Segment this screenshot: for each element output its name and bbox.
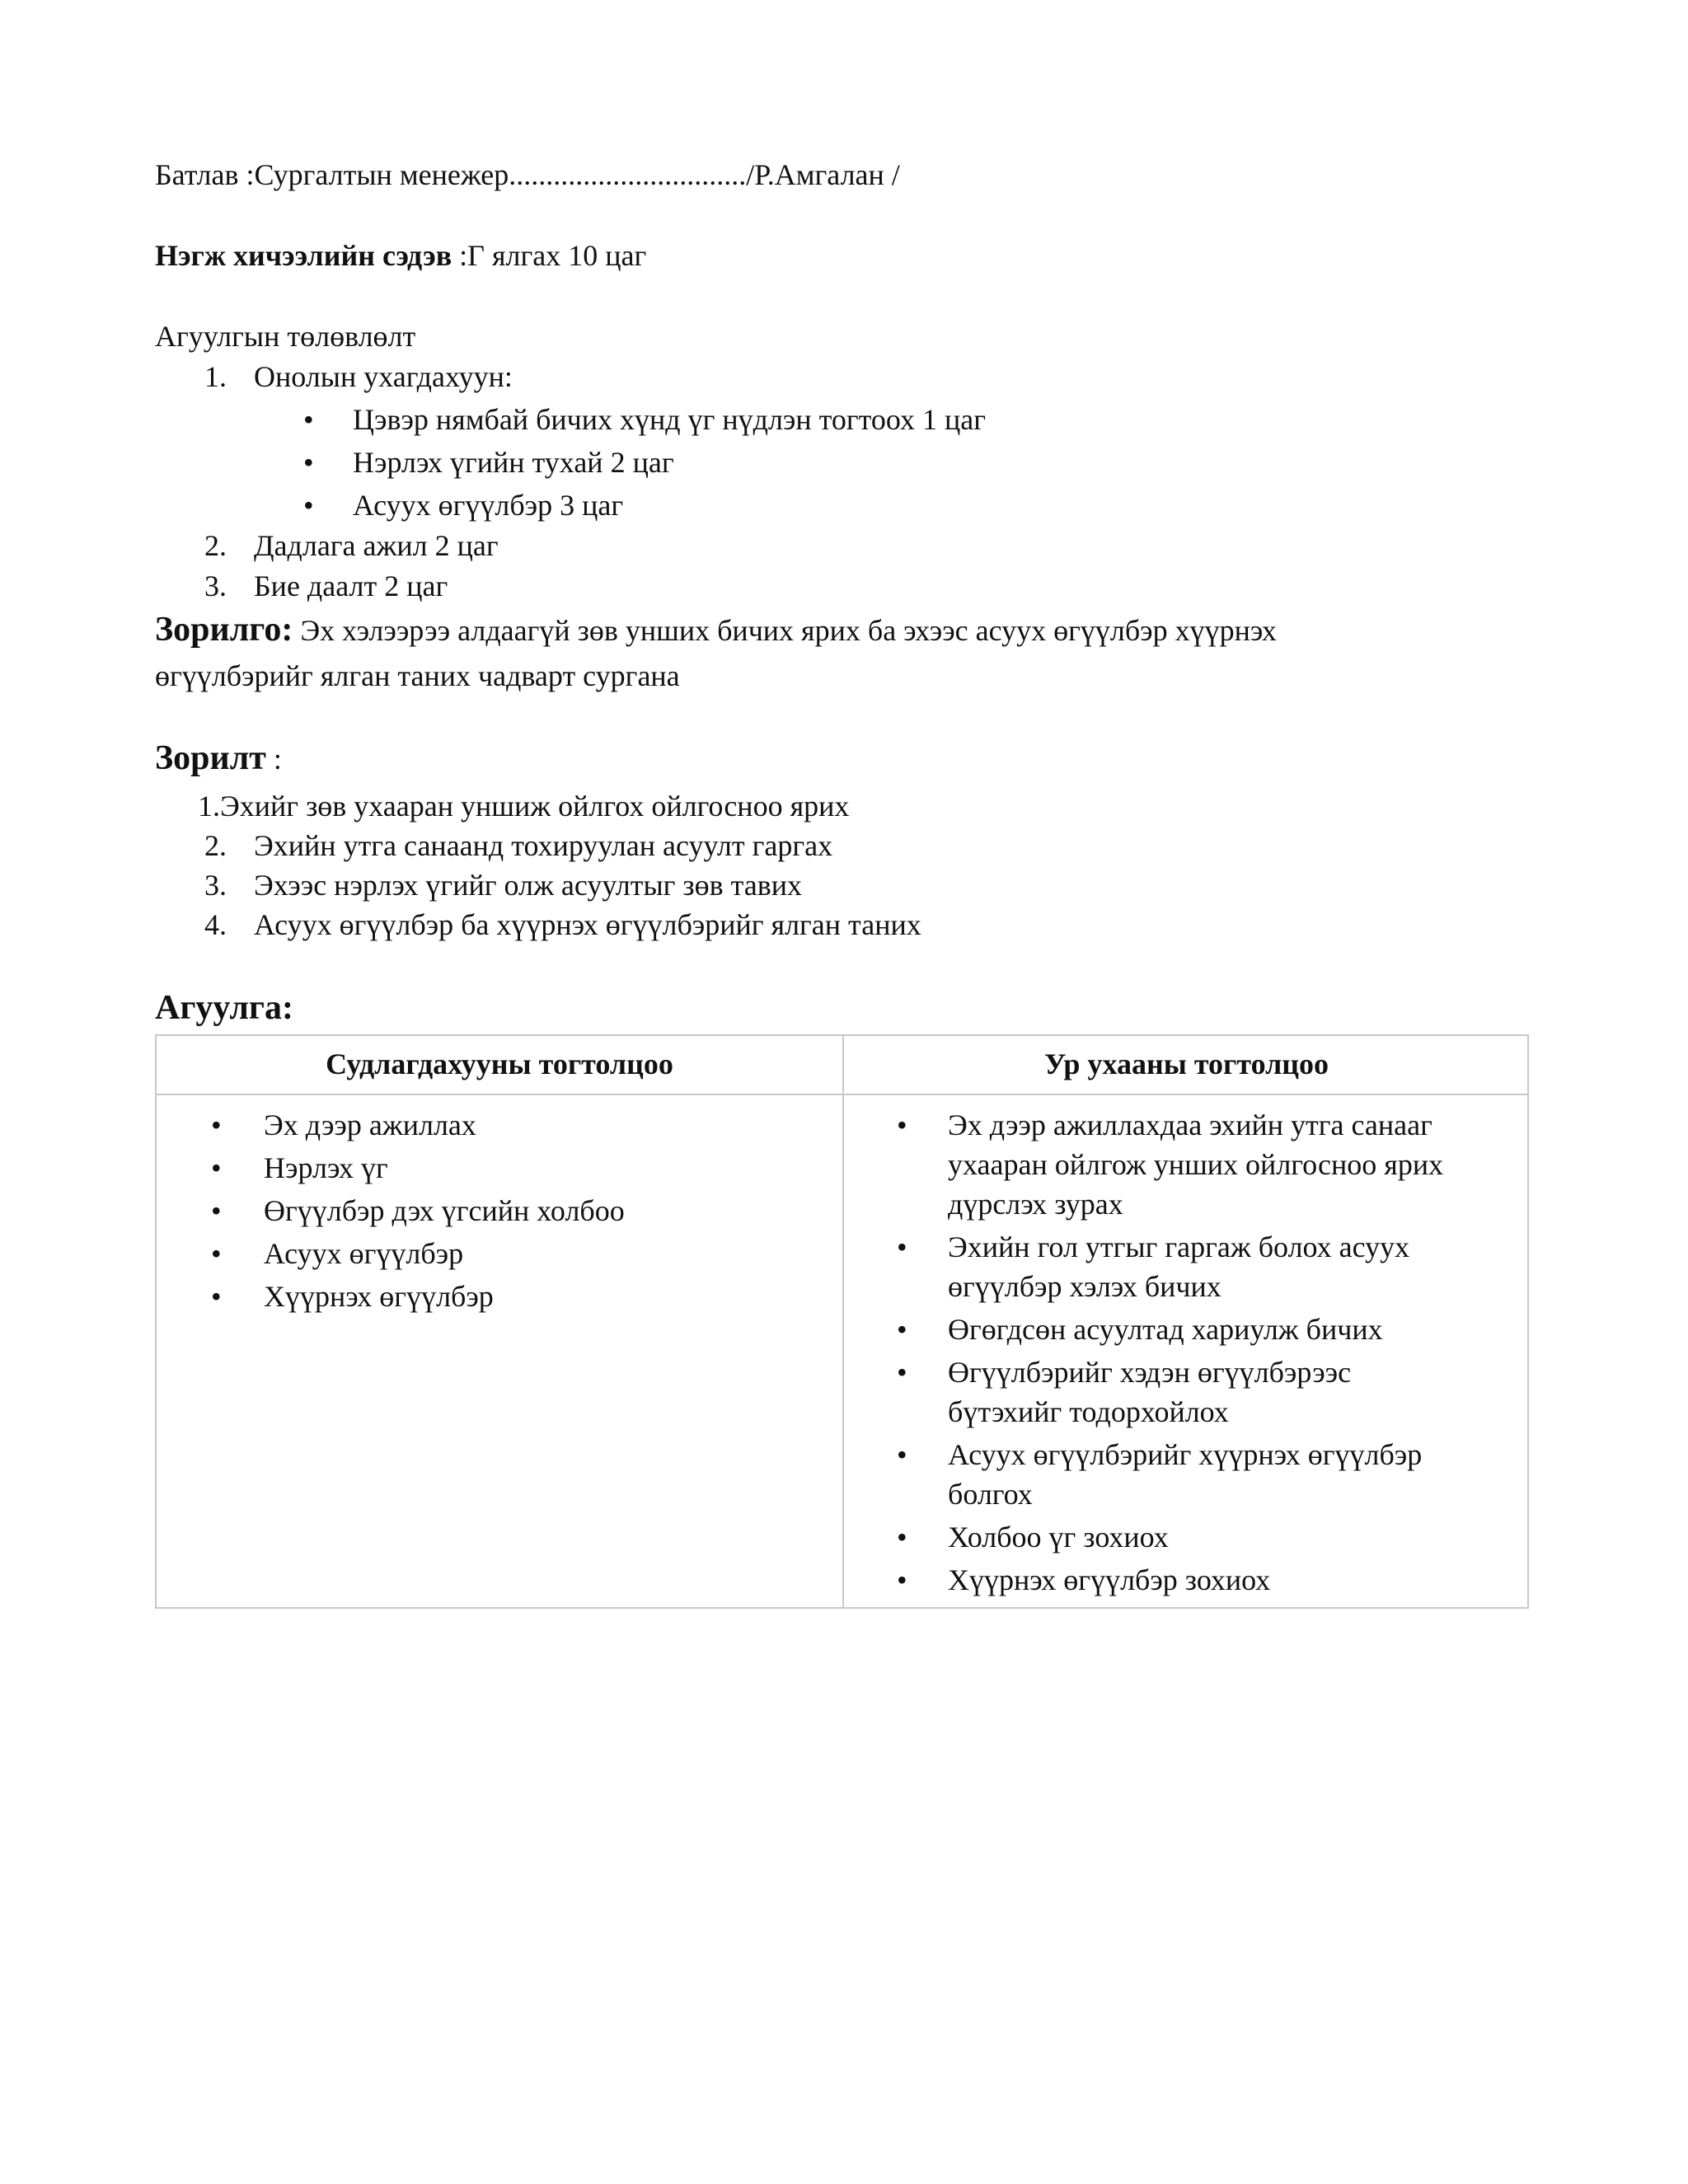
plan-item-number: 1. xyxy=(204,360,227,393)
plan-sub-item-1 xyxy=(303,401,986,438)
plan-item-text: Бие даалт 2 цаг xyxy=(254,569,448,602)
objective-item-3 xyxy=(204,867,802,903)
topic-label: Нэгж хичээлийн сэдэв xyxy=(155,239,452,272)
content-title: Агуулга: xyxy=(155,989,293,1027)
bullet-icon: • xyxy=(211,1237,222,1270)
plan-sub-item-3 xyxy=(303,487,623,523)
objective-number: 3. xyxy=(204,869,227,902)
bullet-icon: • xyxy=(303,489,314,522)
col2-item-line: Эх дээр ажиллахдаа эхийн утга санааг xyxy=(948,1108,1432,1141)
col2-item-line: Хүүрнэх өгүүлбэр зохиох xyxy=(948,1563,1271,1596)
content-table xyxy=(155,1034,1529,1609)
bullet-icon: • xyxy=(211,1194,222,1227)
col1-item: Нэрлэх үг xyxy=(264,1151,388,1184)
bullet-icon: • xyxy=(303,446,314,479)
bullet-icon: • xyxy=(897,1563,907,1596)
objective-text: Эхийн утга санаанд тохируулан асуулт гаргах xyxy=(254,829,833,862)
plan-sub-item-text: Цэвэр нямбай бичих хүнд үг нүдлэн тогтоох 1 цаг xyxy=(353,403,987,436)
col1-item: Эх дээр ажиллах xyxy=(264,1108,476,1141)
col1-item: Өгүүлбэр дэх үгсийн холбоо xyxy=(264,1194,625,1227)
plan-sub-item-text: Асуух өгүүлбэр 3 цаг xyxy=(353,489,624,522)
topic-value: :Г ялгах 10 цаг xyxy=(452,239,647,272)
objective-item-1: 1.Эхийг зөв ухааран уншиж ойлгох ойлгосноо ярих xyxy=(198,790,850,823)
table-header-divider xyxy=(157,1094,1527,1095)
plan-title: Агуулгын төлөвлөлт xyxy=(155,320,416,353)
col2-item-line: Асуух өгүүлбэрийг хүүрнэх өгүүлбэр xyxy=(948,1438,1423,1471)
plan-item-text: Онолын ухагдахуун: xyxy=(254,360,513,393)
goal-text-1: Эх хэлээрээ алдаагүй зөв унших бичих ярих ба эхээс асуух өгүүлбэр хүүрнэх xyxy=(293,614,1277,647)
objective-text: Асуух өгүүлбэр ба хүүрнэх өгүүлбэрийг ялган таних xyxy=(254,908,921,941)
bullet-icon: • xyxy=(897,1356,907,1389)
topic-line xyxy=(155,237,646,274)
plan-item-number: 3. xyxy=(204,569,227,602)
col2-item-line: болгох xyxy=(948,1478,1033,1511)
table-header-col1: Судлагдахууны тогтолцоо xyxy=(326,1047,673,1080)
objective-number: 2. xyxy=(204,829,227,862)
bullet-icon: • xyxy=(211,1151,222,1184)
col1-item: Хүүрнэх өгүүлбэр xyxy=(264,1280,494,1313)
col2-item-line: Өгүүлбэрийг хэдэн өгүүлбэрээс xyxy=(948,1356,1352,1389)
objectives-heading xyxy=(155,737,282,780)
col2-item-line: дүрслэх зурах xyxy=(948,1188,1123,1221)
col2-item-line: ухааран ойлгож унших ойлгосноо ярих xyxy=(948,1148,1444,1181)
objective-item-2 xyxy=(204,827,832,864)
goal-label: Зорилго: xyxy=(155,611,293,649)
bullet-icon: • xyxy=(897,1230,907,1263)
bullet-icon: • xyxy=(211,1108,222,1141)
approval-line: Батлав :Сургалтын менежер................................/Р.Амгалан / xyxy=(155,158,900,191)
bullet-icon: • xyxy=(211,1280,222,1313)
plan-item-2 xyxy=(204,527,499,564)
objective-item-4 xyxy=(204,907,921,943)
col2-item-line: Өгөгдсөн асуултад хариулж бичих xyxy=(948,1313,1383,1346)
plan-sub-item-text: Нэрлэх үгийн тухай 2 цаг xyxy=(353,446,674,479)
plan-item-number: 2. xyxy=(204,529,227,562)
bullet-icon: • xyxy=(897,1108,907,1141)
objectives-colon: : xyxy=(265,743,282,776)
col1-item: Асуух өгүүлбэр xyxy=(264,1237,464,1270)
plan-item-3 xyxy=(204,568,448,604)
bullet-icon: • xyxy=(897,1438,907,1471)
col2-item-line: Эхийн гол утгыг гаргаж болох асуух xyxy=(948,1230,1410,1263)
col2-item-line: Холбоо үг зохиох xyxy=(948,1521,1169,1554)
objective-number: 4. xyxy=(204,908,227,941)
objectives-label: Зорилт xyxy=(155,739,266,777)
table-header-col2: Ур ухааны тогтолцоо xyxy=(1043,1047,1329,1080)
objective-text: Эхээс нэрлэх үгийг олж асуултыг зөв тавих xyxy=(254,869,803,902)
goal-line-1 xyxy=(155,608,1277,652)
bullet-icon: • xyxy=(897,1313,907,1346)
table-column-divider xyxy=(842,1036,844,1607)
bullet-icon: • xyxy=(897,1521,907,1554)
plan-item-text: Дадлага ажил 2 цаг xyxy=(254,529,499,562)
goal-line-2: өгүүлбэрийг ялган таних чадварт сургана xyxy=(155,659,680,692)
col2-item-line: бүтэхийг тодорхойлох xyxy=(948,1395,1229,1428)
col2-item-line: өгүүлбэр хэлэх бичих xyxy=(948,1270,1221,1303)
bullet-icon: • xyxy=(303,403,314,436)
plan-item-1 xyxy=(204,359,513,395)
plan-sub-item-2 xyxy=(303,444,674,480)
